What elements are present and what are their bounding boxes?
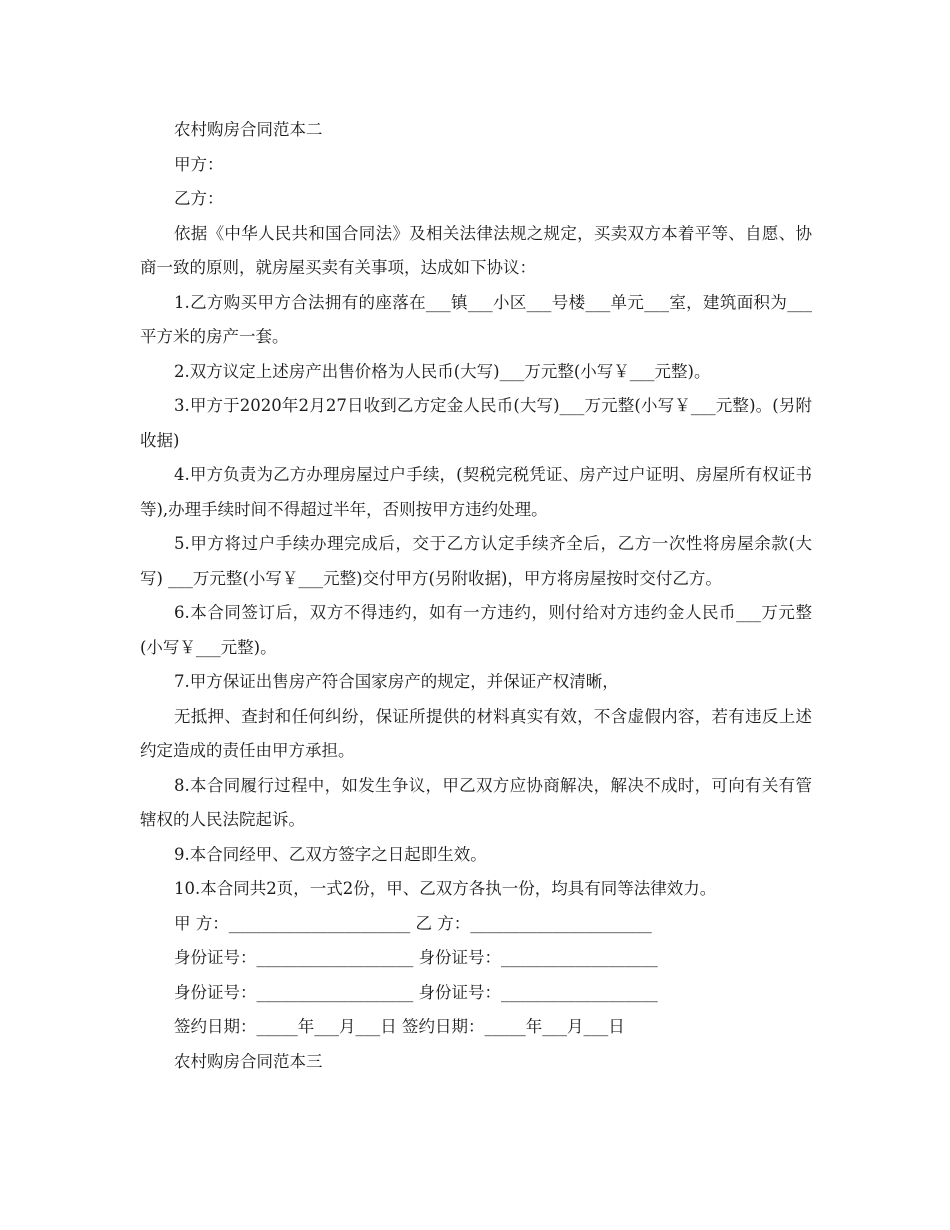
clause-9: 9.本合同经甲、乙双方签字之日起即生效。 [174, 844, 487, 864]
signature-id-line-1: 身份证号：___________________ 身份证号：___________________ [174, 948, 658, 967]
clause-10: 10.本合同共2页，一式2份，甲、乙双方各执一份，均具有同等法律效力。 [174, 879, 717, 898]
clause-2: 2.双方议定上述房产出售价格为人民币(大写)___万元整(小写￥___元整)。 [174, 361, 711, 381]
signature-date-line: 签约日期：_____年___月___日 签约日期：_____年___月___日 [174, 1017, 625, 1036]
clause-5: 5.甲方将过户手续办理完成后，交于乙方认定手续齐全后，乙方一次性将房屋余款(大写) ___万元整(小写￥___元整)交付甲方(另附收据)，甲方将房屋按时交付乙方。 [140, 534, 812, 588]
clause-6: 6.本合同签订后，双方不得违约，如有一方违约，则付给对方违约金人民币___万元整(小写￥___元整)。 [140, 603, 812, 657]
party-a-line: 甲方： [174, 154, 224, 174]
next-section-title: 农村购房合同范本三 [174, 1051, 323, 1071]
signature-id-line-2: 身份证号：___________________ 身份证号：___________________ [174, 982, 658, 1002]
section-title: 农村购房合同范本二 [174, 120, 323, 139]
document-body [140, 113, 812, 1079]
clause-4: 4.甲方负责为乙方办理房屋过户手续，(契税完税凭证、房产过户证明、房屋所有权证书等),办理手续时间不得超过半年，否则按甲方违约处理。 [140, 465, 812, 519]
clause-7: 7.甲方保证出售房产符合国家房产的规定，并保证产权清晰， [174, 672, 619, 691]
clause-1: 1.乙方购买甲方合法拥有的座落在___镇___小区___号楼___单元___室，建筑面积为___平方米的房产一套。 [140, 292, 812, 346]
party-b-line: 乙方： [174, 189, 224, 208]
signature-party-line: 甲 方：______________________ 乙 方：______________________ [174, 913, 652, 933]
clause-3: 3.甲方于2020年2月27日收到乙方定金人民币(大写)___万元整(小写￥___元整)。(另附收据) [140, 396, 812, 450]
clause-7-continued: 无抵押、查封和任何纠纷，保证所提供的材料真实有效，不含虚假内容，若有违反上述约定造成的责任由甲方承担。 [140, 706, 812, 760]
preamble-paragraph: 依据《中华人民共和国合同法》及相关法律法规之规定，买卖双方本着平等、自愿、协商一致的原则，就房屋买卖有关事项，达成如下协议： [140, 223, 812, 277]
clause-8: 8.本合同履行过程中，如发生争议，甲乙双方应协商解决，解决不成时，可向有关有管辖权的人民法院起诉。 [140, 775, 812, 829]
